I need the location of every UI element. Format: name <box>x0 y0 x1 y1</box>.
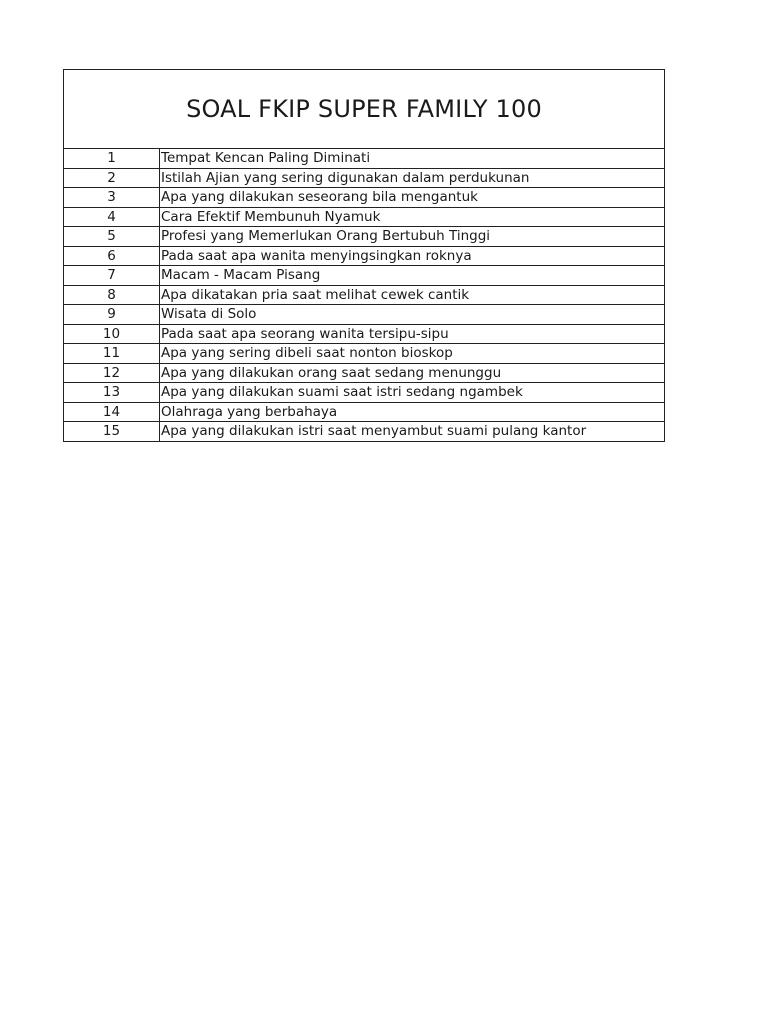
question-row <box>64 305 665 325</box>
question-table-body <box>64 70 665 442</box>
question-text: Tempat Kencan Paling Diminati <box>160 149 665 169</box>
question-row <box>64 168 665 188</box>
question-text: Olahraga yang berbahaya <box>160 402 665 422</box>
question-text: Apa yang dilakukan istri saat menyambut suami pulang kantor <box>160 422 665 442</box>
question-row <box>64 266 665 286</box>
question-row <box>64 285 665 305</box>
question-number: 15 <box>64 422 160 442</box>
question-number: 12 <box>64 363 160 383</box>
question-number: 4 <box>64 207 160 227</box>
question-number: 10 <box>64 324 160 344</box>
question-text: Pada saat apa wanita menyingsingkan roknya <box>160 246 665 266</box>
question-number: 11 <box>64 344 160 364</box>
question-number: 13 <box>64 383 160 403</box>
question-number: 8 <box>64 285 160 305</box>
question-row <box>64 344 665 364</box>
question-row <box>64 383 665 403</box>
question-row <box>64 402 665 422</box>
question-number: 14 <box>64 402 160 422</box>
question-row <box>64 188 665 208</box>
question-row <box>64 207 665 227</box>
question-table <box>63 69 665 442</box>
question-row <box>64 246 665 266</box>
question-text: Istilah Ajian yang sering digunakan dalam perdukunan <box>160 168 665 188</box>
question-number: 2 <box>64 168 160 188</box>
question-text: Macam - Macam Pisang <box>160 266 665 286</box>
question-number: 3 <box>64 188 160 208</box>
question-text: Apa yang sering dibeli saat nonton bioskop <box>160 344 665 364</box>
question-number: 9 <box>64 305 160 325</box>
question-text: Wisata di Solo <box>160 305 665 325</box>
question-text: Apa yang dilakukan seseorang bila mengantuk <box>160 188 665 208</box>
question-text: Apa yang dilakukan suami saat istri sedang ngambek <box>160 383 665 403</box>
question-row <box>64 227 665 247</box>
question-row <box>64 422 665 442</box>
question-row <box>64 363 665 383</box>
title-row <box>64 70 665 149</box>
question-text: Apa yang dilakukan orang saat sedang menunggu <box>160 363 665 383</box>
sheet-title: SOAL FKIP SUPER FAMILY 100 <box>64 70 665 149</box>
question-number: 5 <box>64 227 160 247</box>
question-number: 1 <box>64 149 160 169</box>
question-text: Profesi yang Memerlukan Orang Bertubuh Tinggi <box>160 227 665 247</box>
question-text: Pada saat apa seorang wanita tersipu-sipu <box>160 324 665 344</box>
question-row <box>64 149 665 169</box>
question-number: 7 <box>64 266 160 286</box>
question-text: Cara Efektif Membunuh Nyamuk <box>160 207 665 227</box>
question-text: Apa dikatakan pria saat melihat cewek cantik <box>160 285 665 305</box>
question-row <box>64 324 665 344</box>
question-number: 6 <box>64 246 160 266</box>
